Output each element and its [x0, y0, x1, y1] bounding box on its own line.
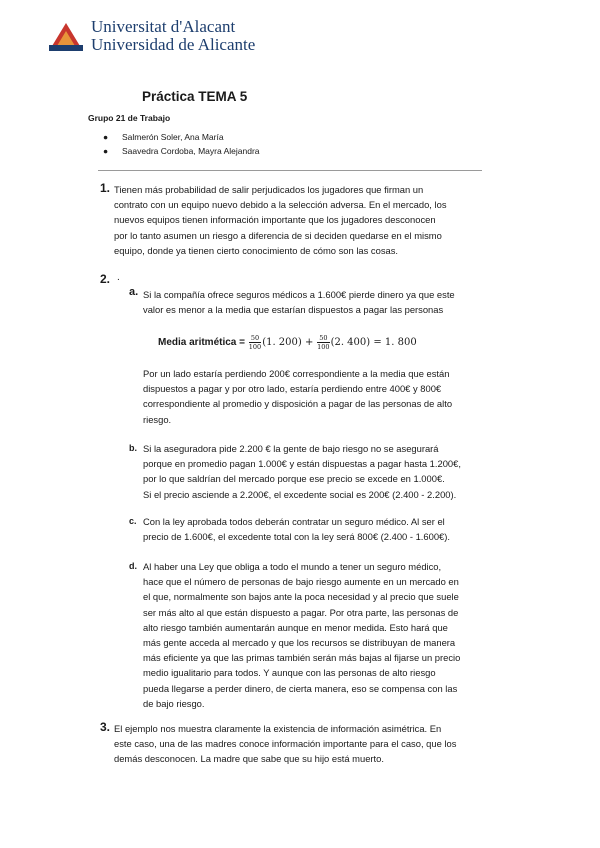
divider	[98, 170, 482, 171]
question-3-number: 3.	[100, 720, 111, 734]
fraction-denominator: 100	[317, 343, 330, 351]
answer-b-label: b.	[129, 443, 137, 453]
text-line: Por un lado estaría perdiendo 200€ correspondiente a la media que están	[143, 368, 450, 379]
arithmetic-mean-formula	[158, 334, 417, 351]
text-line: de bajo riesgo.	[143, 697, 205, 709]
answer-d-text	[143, 559, 488, 711]
fraction-denominator: 100	[248, 343, 262, 351]
text-line: porque en promedio pagan 1.000€ y están dispuestas a pagar hasta 1.200€,	[143, 458, 461, 470]
fraction	[249, 334, 261, 351]
text-line: ser más alto al que están dispuesto a pagar. Por otra parte, las personas de	[143, 606, 459, 618]
university-emblem-icon	[47, 21, 85, 53]
question-3-answer	[114, 721, 488, 767]
text-line: equipo, donde ya tienen cierto conocimiento de cómo son las cosas.	[114, 244, 399, 256]
university-name-spanish: Universidad de Alicante	[91, 35, 256, 54]
question-2-dot: .	[117, 272, 120, 283]
bullet-icon: ●	[103, 146, 109, 156]
answer-a-explanation	[143, 366, 488, 427]
text-line: más eficiente ya que las primas también serán más bajas al fijarse un precio	[143, 652, 461, 664]
formula-term: (1. 200) +	[262, 337, 314, 349]
member-name: Salmerón Soler, Ana María	[122, 132, 224, 142]
answer-c-text	[143, 514, 488, 544]
text-line: el que, normalmente son bajos ante la poca necesidad y al precio que suele	[143, 591, 459, 603]
text-line: contrato con un equipo nuevo debido a la selección adversa. En el mercado, los	[114, 199, 447, 211]
university-logo	[47, 17, 256, 59]
university-name-valencian: Universitat d'Alacant	[91, 17, 236, 36]
text-line: precio de 1.600€, el excedente total con la ley será 800€ (2.400 - 1.600€).	[143, 531, 450, 543]
text-line: Con la ley aprobada todos deberán contratar un seguro médico. Al ser el	[143, 516, 445, 527]
fraction-numerator: 50	[249, 334, 261, 343]
answer-a-text	[143, 287, 488, 317]
text-line: nuevos equipos tienen información importante que los jugadores desconocen	[114, 214, 436, 226]
text-line: Si la aseguradora pide 2.200 € la gente de bajo riesgo no se asegurará	[143, 443, 439, 454]
text-line: demás desconocen. La madre que sabe que su hijo está muerto.	[114, 753, 384, 765]
text-line: este caso, una de las madres conoce información importante para el caso, que los	[114, 738, 457, 750]
answer-d-label: d.	[129, 561, 137, 571]
text-line: hace que el número de personas de bajo riesgo aumente en un mercado en	[143, 576, 459, 588]
text-line: Si el precio asciende a 2.200€, el excedente social es 200€ (2.400 - 2.200).	[143, 488, 457, 500]
answer-b-text	[143, 441, 488, 502]
text-line: Si la compañía ofrece seguros médicos a 1.600€ pierde dinero ya que este	[143, 289, 455, 300]
text-line: por lo tanto asumen un riesgo a diferencia de si deciden quedarse en el mismo	[114, 229, 442, 241]
text-line: Tienen más probabilidad de salir perjudicados los jugadores que firman un	[114, 184, 424, 195]
formula-result: (2. 400) = 1. 800	[330, 337, 417, 349]
answer-a-label: a.	[129, 286, 139, 298]
question-1-number: 1.	[100, 181, 111, 195]
text-line: medio igualitario para todos. Y aunque con las personas de alto riesgo	[143, 667, 436, 679]
text-line: correspondiente al promedio y disposición a pagar de las personas de alto	[143, 398, 453, 410]
fraction	[317, 334, 329, 351]
page-title: Práctica TEMA 5	[142, 89, 248, 104]
text-line: valor es menor a la media que estarían dispuestos a pagar las personas	[143, 304, 444, 316]
answer-c-label: c.	[129, 516, 137, 526]
text-line: El ejemplo nos muestra claramente la existencia de información asimétrica. En	[114, 723, 442, 734]
text-line: dispuestos a pagar y por otro lado, estaría perdiendo entre 400€ y 800€	[143, 383, 442, 395]
bullet-icon: ●	[103, 132, 109, 142]
text-line: riesgo.	[143, 413, 172, 425]
text-line: por lo que saldrían del mercado porque ese precio se excede en 1.000€.	[143, 473, 445, 485]
text-line: más gente acceda al mercado y que los recursos se distribuyan de manera	[143, 637, 456, 649]
formula-label: Media aritmética =	[158, 337, 245, 349]
text-line: Al haber una Ley que obliga a todo el mundo a tener un seguro médico,	[143, 561, 442, 572]
member-name: Saavedra Cordoba, Mayra Alejandra	[122, 146, 260, 156]
fraction-numerator: 50	[317, 334, 329, 343]
question-1-answer	[114, 182, 485, 258]
question-2-number: 2.	[100, 272, 111, 286]
group-label: Grupo 21 de Trabajo	[88, 113, 171, 123]
text-line: alto riesgo también aumentarán aunque en menor medida. Esto hará que	[143, 621, 448, 633]
text-line: pueda llegarse a perder dinero, de cierta manera, eso se compensa con las	[143, 682, 458, 694]
